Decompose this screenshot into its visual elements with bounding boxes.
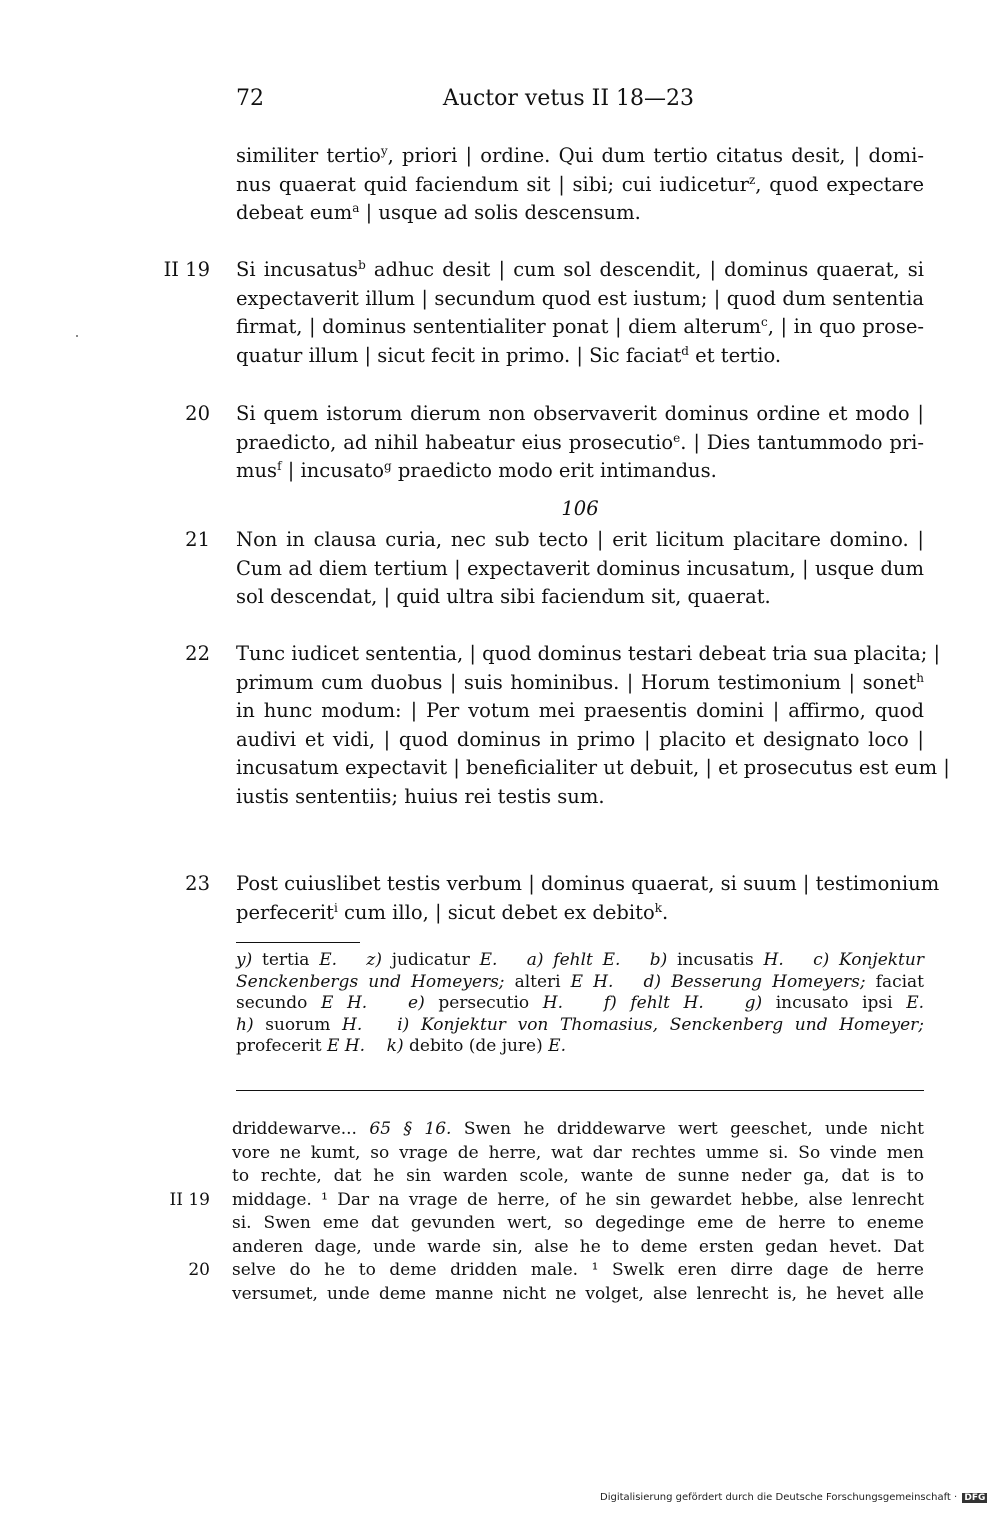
- footnote-rule: [236, 942, 360, 943]
- text-line: mus$^f$ | incusato$^g$ praedicto modo erit intimandus.: [236, 459, 717, 482]
- text-line: in hunc modum: | Per votum mei praesentis domini | affirmo, quod: [236, 699, 924, 722]
- page-number: 72: [236, 86, 264, 111]
- footnote-line: h) suorum H. i) Konjektur von Thomasius, Senckenberg und Homeyer;: [236, 1014, 924, 1035]
- german-line: selve do he to deme dridden male. ¹ Swelk eren dirre dage de herre: [232, 1260, 924, 1280]
- text-line: nus quaerat quid faciendum sit | sibi; cui iudicetur$^z$, quod expectare: [236, 172, 924, 196]
- text-line: primum cum duobus | suis hominibus. | Horum testimonium | sonet$^h$: [236, 670, 924, 694]
- section-label: 20: [185, 402, 210, 425]
- text-line: iustis sententiis; huius rei testis sum.: [236, 784, 605, 808]
- section-label: 22: [185, 642, 210, 665]
- german-line: si. Swen eme dat gevunden wert, so degedinge eme de herre to eneme: [232, 1213, 924, 1233]
- text-line: Post cuiuslibet testis verbum | dominus quaerat, si suum | testimonium: [236, 872, 940, 895]
- section-label: 21: [185, 528, 210, 551]
- german-line: middage. ¹ Dar na vrage de herre, of he sin gewardet hebbe, alse lenrecht: [232, 1189, 924, 1210]
- dfg-logo: DFG: [964, 1493, 986, 1503]
- section-paragraph: [236, 400, 924, 486]
- german-margin-label: 20: [188, 1260, 210, 1280]
- footnote-line: profecerit E H. k) debito (de jure) E.: [236, 1036, 566, 1056]
- section-label: 23: [185, 872, 210, 895]
- text-line: Cum ad diem tertium | expectaverit dominus incusatum, | usque dum: [236, 556, 924, 580]
- text-line: incusatum expectavit | beneficialiter ut debuit, | et prosecutus est eum |: [236, 756, 950, 779]
- running-title: Auctor vetus II 18—23: [442, 86, 694, 111]
- german-line: to rechte, dat he sin warden scole, wante de sunne neder ga, dat is to: [232, 1166, 924, 1186]
- german-line: vore ne kumt, so vrage de herre, wat dar rechtes umme si. So vinde men: [232, 1142, 924, 1163]
- text-line: similiter tertio$^y$, priori | ordine. Qui dum tertio citatus desit, | domi-: [236, 144, 924, 167]
- text-line: quatur illum | sicut fecit in primo. | Sic faciat$^d$ et tertio.: [236, 343, 782, 367]
- text-line: debeat eum$^a$ | usque ad solis descensum.: [236, 201, 641, 224]
- german-line: versumet, unde deme manne nicht ne volget, alse lenrecht is, he hevet alle: [232, 1283, 924, 1304]
- section-divider: [236, 1090, 924, 1091]
- scan-speck: [76, 335, 78, 337]
- section-paragraph: [236, 640, 950, 811]
- german-margin-label: II 19: [169, 1189, 210, 1210]
- german-parallel-text: [232, 1118, 924, 1306]
- text-line: Tunc iudicet sententia, | quod dominus testari debeat tria sua placita; |: [236, 642, 941, 665]
- source-page-marker: 106: [561, 497, 599, 520]
- footnote-line: y) tertia E. z) judicatur E. a) fehlt E. b) incusatis H. c) Konjektur: [236, 950, 924, 970]
- digitization-credit: Digitalisierung gefördert durch die Deutsche Forschungsgemeinschaft · DFG: [600, 1492, 986, 1503]
- text-line: Non in clausa curia, nec sub tecto | erit licitum placitare domino. |: [236, 528, 924, 551]
- digitization-note: Digitalisierung gefördert durch die Deutsche Forschungsgemeinschaft: [600, 1492, 951, 1503]
- text-line: praedicto, ad nihil habeatur eius prosecutio$^e$. | Dies tantummodo pri-: [236, 430, 924, 454]
- section-paragraph: [236, 870, 940, 927]
- section-label: II 19: [163, 258, 210, 281]
- section-paragraph: [236, 526, 924, 612]
- text-line: Si incusatus$^b$ adhuc desit | cum sol descendit, | dominus quaerat, si: [236, 258, 925, 281]
- german-line: anderen dage, unde warde sin, alse he to deme ersten gedan hevet. Dat: [232, 1236, 924, 1257]
- footnotes: [236, 950, 924, 1058]
- intro-paragraph: [236, 142, 924, 228]
- german-line: driddewarve... 65 § 16. Swen he driddewarve wert geeschet, unde nicht: [232, 1119, 924, 1139]
- page-header: [236, 86, 694, 116]
- section-paragraph: [236, 256, 924, 370]
- text-line: audivi et vidi, | quod dominus in primo | placito et designato loco |: [236, 727, 924, 751]
- footnote-line: secundo E H. e) persecutio H. f) fehlt H. g) incusato ipsi E.: [236, 993, 925, 1013]
- text-line: expectaverit illum | secundum quod est iustum; | quod dum sententia: [236, 286, 924, 310]
- text-line: firmat, | dominus sententialiter ponat | diem alterum$^c$, | in quo prose-: [236, 315, 924, 338]
- text-line: Si quem istorum dierum non observaverit dominus ordine et modo |: [236, 402, 924, 425]
- text-line: sol descendat, | quid ultra sibi faciendum sit, quaerat.: [236, 585, 771, 608]
- text-line: perfecerit$^i$ cum illo, | sicut debet ex debito$^k$.: [236, 900, 669, 924]
- footnote-line: Senckenbergs und Homeyers; alteri E H. d) Besserung Homeyers; faciat: [236, 971, 925, 992]
